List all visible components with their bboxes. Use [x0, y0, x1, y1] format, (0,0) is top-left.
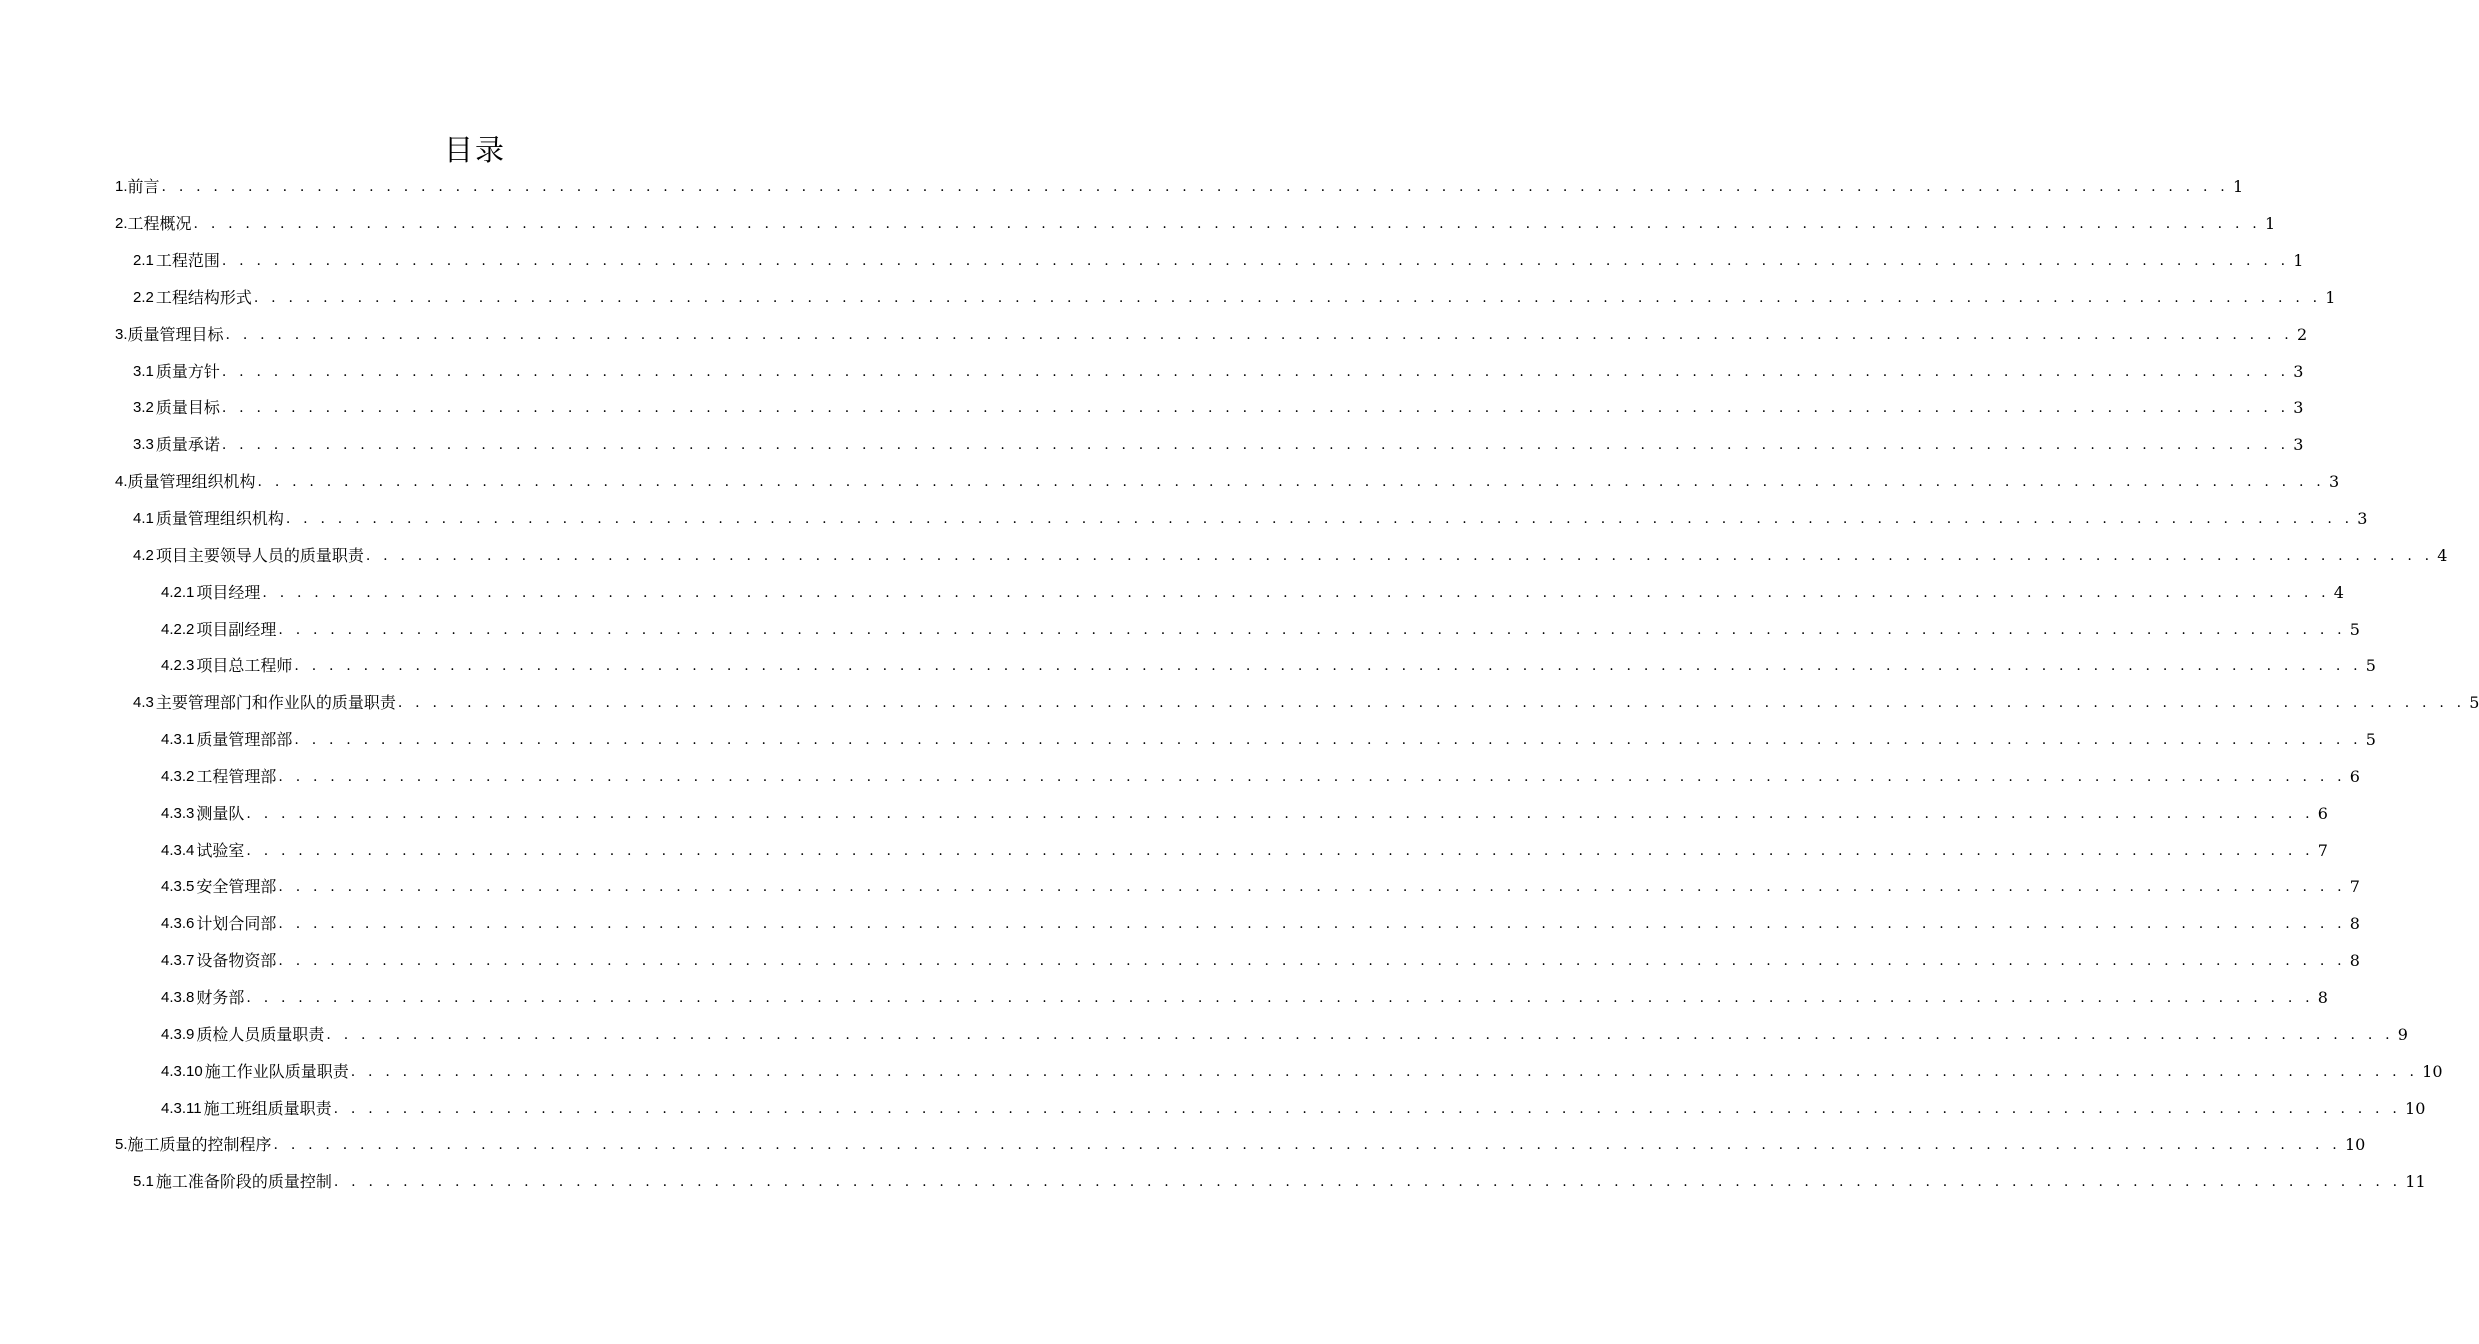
toc-dot-leader: . . . . . . . . . . . . . . . . . . . . . . . . . . . . . . . . . . . . . . . . . . . . . . . . . . . . . . . . . . . . . . . . . . . . . . . . . . . . . . . . . . . . . . . . . . . . . . . . . . . . . . . . . . . . . . . . . . . . . . . .	[365, 547, 2434, 564]
toc-entry-number: 4.3.4	[161, 841, 195, 859]
toc-entry-title: 项目经理	[196, 582, 261, 602]
toc-dot-leader: . . . . . . . . . . . . . . . . . . . . . . . . . . . . . . . . . . . . . . . . . . . . . . . . . . . . . . . . . . . . . . . . . . . . . . . . . . . . . . . . . . . . . . . . . . . . . . . . . . . . . . . . . . . . . . . . . . . . . . . .	[397, 695, 2466, 712]
toc-entry-number: 4.3.10	[161, 1062, 203, 1080]
toc-entry-page-number: 10	[2405, 1098, 2426, 1118]
toc-entry-title: 质量管理组织机构	[127, 472, 256, 492]
toc-entry-page-number: 3	[2293, 361, 2304, 381]
toc-entry-number: 4.3.7	[161, 952, 195, 970]
toc-dot-leader: . . . . . . . . . . . . . . . . . . . . . . . . . . . . . . . . . . . . . . . . . . . . . . . . . . . . . . . . . . . . . . . . . . . . . . . . . . . . . . . . . . . . . . . . . . . . . . . . . . . . . . . . . . . . . . . . . . . . . . . .	[246, 805, 2314, 822]
toc-entry[interactable]	[0, 1053, 2443, 1090]
toc-entry-title: 前言	[127, 177, 160, 197]
toc-entry-title: 质量管理组织机构	[155, 509, 284, 529]
toc-dot-leader: . . . . . . . . . . . . . . . . . . . . . . . . . . . . . . . . . . . . . . . . . . . . . . . . . . . . . . . . . . . . . . . . . . . . . . . . . . . . . . . . . . . . . . . . . . . . . . . . . . . . . . . . . . . . . . . . . . . . . . . .	[246, 989, 2314, 1006]
toc-entry-title: 质量目标	[155, 398, 220, 418]
toc-dot-leader: . . . . . . . . . . . . . . . . . . . . . . . . . . . . . . . . . . . . . . . . . . . . . . . . . . . . . . . . . . . . . . . . . . . . . . . . . . . . . . . . . . . . . . . . . . . . . . . . . . . . . . . . . . . . . . . . . . . . . . . .	[333, 1100, 2402, 1117]
toc-entry-page-number: 9	[2397, 1024, 2408, 1044]
toc-entry-title: 工程概况	[127, 214, 192, 234]
toc-entry[interactable]	[0, 501, 2368, 538]
toc-entry-page-number: 4	[2437, 545, 2448, 565]
toc-entry-title: 工程管理部	[196, 766, 277, 786]
toc-entry[interactable]	[0, 1164, 2426, 1201]
toc-entry-page-number: 8	[2349, 914, 2360, 934]
toc-entry[interactable]	[0, 574, 2344, 611]
toc-entry[interactable]	[0, 169, 2244, 206]
toc-entry-page-number: 1	[2325, 287, 2336, 307]
toc-entry[interactable]	[0, 759, 2360, 796]
toc-entry-title: 财务部	[196, 987, 245, 1007]
toc-entry-number: 2.1	[133, 252, 154, 270]
toc-entry-title: 施工作业队质量职责	[204, 1061, 349, 1081]
toc-entry[interactable]	[0, 427, 2304, 464]
toc-entry-page-number: 8	[2349, 951, 2360, 971]
toc-entry-number: 4.3.3	[161, 804, 195, 822]
toc-entry[interactable]	[0, 685, 2479, 722]
toc-entry-number: 4.3.8	[161, 988, 195, 1006]
toc-entry-number: 5.1	[133, 1173, 154, 1191]
toc-entry-title: 项目副经理	[196, 619, 277, 639]
toc-entry-title: 设备物资部	[196, 951, 277, 971]
toc-entry-title: 主要管理部门和作业队的质量职责	[155, 693, 396, 713]
toc-dot-leader: . . . . . . . . . . . . . . . . . . . . . . . . . . . . . . . . . . . . . . . . . . . . . . . . . . . . . . . . . . . . . . . . . . . . . . . . . . . . . . . . . . . . . . . . . . . . . . . . . . . . . . . . . . . . . . . . . . . . . . . .	[273, 1137, 2341, 1154]
toc-dot-leader: . . . . . . . . . . . . . . . . . . . . . . . . . . . . . . . . . . . . . . . . . . . . . . . . . . . . . . . . . . . . . . . . . . . . . . . . . . . . . . . . . . . . . . . . . . . . . . . . . . . . . . . . . . . . . . . . . . . . . . . .	[193, 216, 2261, 233]
toc-entry-page-number: 5	[2469, 693, 2479, 713]
toc-dot-leader: . . . . . . . . . . . . . . . . . . . . . . . . . . . . . . . . . . . . . . . . . . . . . . . . . . . . . . . . . . . . . . . . . . . . . . . . . . . . . . . . . . . . . . . . . . . . . . . . . . . . . . . . . . . . . . . . . . . . . . . .	[225, 326, 2293, 343]
toc-entry-title: 施工准备阶段的质量控制	[155, 1172, 332, 1192]
toc-entry[interactable]	[0, 280, 2336, 317]
toc-entry-number: 3.	[115, 325, 128, 343]
toc-entry-number: 4.2.3	[161, 657, 195, 675]
toc-entry-number: 2.2	[133, 288, 154, 306]
toc-entry[interactable]	[0, 906, 2360, 943]
toc-entry-number: 4.2	[133, 546, 154, 564]
toc-dot-leader: . . . . . . . . . . . . . . . . . . . . . . . . . . . . . . . . . . . . . . . . . . . . . . . . . . . . . . . . . . . . . . . . . . . . . . . . . . . . . . . . . . . . . . . . . . . . . . . . . . . . . . . . . . . . . . . . . . . . . . . .	[278, 768, 2346, 785]
toc-entry[interactable]	[0, 1016, 2408, 1053]
toc-entry-page-number: 2	[2296, 324, 2308, 344]
toc-title: 目录	[443, 133, 506, 167]
toc-entry-title: 试验室	[196, 840, 245, 860]
toc-entry-number: 3.1	[133, 362, 154, 380]
toc-list	[0, 169, 2479, 1201]
toc-entry-number: 2.	[115, 215, 128, 233]
toc-entry-title: 质量管理部部	[196, 730, 293, 750]
toc-entry-page-number: 3	[2293, 435, 2304, 455]
toc-entry-title: 计划合同部	[196, 914, 277, 934]
toc-entry-page-number: 10	[2422, 1061, 2443, 1081]
toc-dot-leader: . . . . . . . . . . . . . . . . . . . . . . . . . . . . . . . . . . . . . . . . . . . . . . . . . . . . . . . . . . . . . . . . . . . . . . . . . . . . . . . . . . . . . . . . . . . . . . . . . . . . . . . . . . . . . . . . . . . . . . . .	[257, 474, 2325, 491]
toc-entry[interactable]	[0, 980, 2328, 1017]
toc-entry-page-number: 1	[2293, 251, 2304, 271]
toc-entry[interactable]	[0, 464, 2340, 501]
toc-entry[interactable]	[0, 353, 2304, 390]
toc-dot-leader: . . . . . . . . . . . . . . . . . . . . . . . . . . . . . . . . . . . . . . . . . . . . . . . . . . . . . . . . . . . . . . . . . . . . . . . . . . . . . . . . . . . . . . . . . . . . . . . . . . . . . . . . . . . . . . . . . . . . . . . .	[278, 953, 2346, 970]
toc-entry-page-number: 8	[2317, 987, 2328, 1007]
toc-entry-number: 3.2	[133, 399, 154, 417]
toc-entry[interactable]	[0, 722, 2376, 759]
toc-entry[interactable]	[0, 243, 2304, 280]
toc-entry-title: 施工质量的控制程序	[127, 1135, 272, 1155]
toc-dot-leader: . . . . . . . . . . . . . . . . . . . . . . . . . . . . . . . . . . . . . . . . . . . . . . . . . . . . . . . . . . . . . . . . . . . . . . . . . . . . . . . . . . . . . . . . . . . . . . . . . . . . . . . . . . . . . . . . . . . . . . . .	[246, 842, 2314, 859]
toc-entry-title: 安全管理部	[196, 877, 277, 897]
toc-entry-title: 质量管理目标	[127, 324, 224, 344]
toc-dot-leader: . . . . . . . . . . . . . . . . . . . . . . . . . . . . . . . . . . . . . . . . . . . . . . . . . . . . . . . . . . . . . . . . . . . . . . . . . . . . . . . . . . . . . . . . . . . . . . . . . . . . . . . . . . . . . . . . . . . . . . . .	[161, 179, 2229, 196]
toc-entry[interactable]	[0, 943, 2360, 980]
toc-entry[interactable]	[0, 537, 2448, 574]
toc-dot-leader: . . . . . . . . . . . . . . . . . . . . . . . . . . . . . . . . . . . . . . . . . . . . . . . . . . . . . . . . . . . . . . . . . . . . . . . . . . . . . . . . . . . . . . . . . . . . . . . . . . . . . . . . . . . . . . . . . . . . . . . .	[221, 400, 2290, 417]
toc-entry-page-number: 7	[2349, 877, 2360, 897]
toc-entry-number: 4.3	[133, 694, 154, 712]
toc-entry-number: 4.3.11	[161, 1099, 202, 1117]
toc-entry[interactable]	[0, 1090, 2426, 1127]
toc-dot-leader: . . . . . . . . . . . . . . . . . . . . . . . . . . . . . . . . . . . . . . . . . . . . . . . . . . . . . . . . . . . . . . . . . . . . . . . . . . . . . . . . . . . . . . . . . . . . . . . . . . . . . . . . . . . . . . . . . . . . . . . .	[253, 289, 2322, 306]
toc-entry[interactable]	[0, 206, 2276, 243]
toc-entry-page-number: 11	[2405, 1172, 2426, 1192]
toc-entry-title: 质量承诺	[155, 435, 220, 455]
toc-dot-leader: . . . . . . . . . . . . . . . . . . . . . . . . . . . . . . . . . . . . . . . . . . . . . . . . . . . . . . . . . . . . . . . . . . . . . . . . . . . . . . . . . . . . . . . . . . . . . . . . . . . . . . . . . . . . . . . . . . . . . . . .	[278, 916, 2346, 933]
toc-entry-title: 质量方针	[155, 361, 220, 381]
toc-entry-number: 4.2.1	[161, 583, 195, 601]
toc-entry-page-number: 3	[2328, 472, 2340, 492]
toc-dot-leader: . . . . . . . . . . . . . . . . . . . . . . . . . . . . . . . . . . . . . . . . . . . . . . . . . . . . . . . . . . . . . . . . . . . . . . . . . . . . . . . . . . . . . . . . . . . . . . . . . . . . . . . . . . . . . . . . . . . . . . . .	[294, 658, 2362, 675]
toc-entry-page-number: 3	[2357, 509, 2368, 529]
toc-entry-number: 4.3.6	[161, 915, 195, 933]
toc-entry-title: 工程范围	[155, 251, 220, 271]
toc-dot-leader: . . . . . . . . . . . . . . . . . . . . . . . . . . . . . . . . . . . . . . . . . . . . . . . . . . . . . . . . . . . . . . . . . . . . . . . . . . . . . . . . . . . . . . . . . . . . . . . . . . . . . . . . . . . . . . . . . . . . . . . .	[262, 584, 2330, 601]
toc-dot-leader: . . . . . . . . . . . . . . . . . . . . . . . . . . . . . . . . . . . . . . . . . . . . . . . . . . . . . . . . . . . . . . . . . . . . . . . . . . . . . . . . . . . . . . . . . . . . . . . . . . . . . . . . . . . . . . . . . . . . . . . .	[221, 253, 2290, 270]
toc-dot-leader: . . . . . . . . . . . . . . . . . . . . . . . . . . . . . . . . . . . . . . . . . . . . . . . . . . . . . . . . . . . . . . . . . . . . . . . . . . . . . . . . . . . . . . . . . . . . . . . . . . . . . . . . . . . . . . . . . . . . . . . .	[294, 732, 2362, 749]
toc-entry-page-number: 1	[2264, 214, 2276, 234]
toc-entry-page-number: 5	[2349, 619, 2360, 639]
toc-entry-page-number: 5	[2365, 656, 2376, 676]
toc-entry-title: 测量队	[196, 803, 245, 823]
toc-entry-number: 4.3.5	[161, 878, 195, 896]
toc-entry-page-number: 5	[2365, 730, 2376, 750]
toc-entry-number: 4.3.2	[161, 767, 195, 785]
toc-entry-page-number: 6	[2349, 766, 2360, 786]
toc-dot-leader: . . . . . . . . . . . . . . . . . . . . . . . . . . . . . . . . . . . . . . . . . . . . . . . . . . . . . . . . . . . . . . . . . . . . . . . . . . . . . . . . . . . . . . . . . . . . . . . . . . . . . . . . . . . . . . . . . . . . . . . .	[278, 879, 2346, 896]
toc-entry-page-number: 4	[2333, 582, 2344, 602]
toc-entry-number: 4.1	[133, 510, 154, 528]
toc-entry[interactable]	[0, 869, 2360, 906]
toc-entry-page-number: 10	[2344, 1135, 2366, 1155]
toc-entry[interactable]	[0, 648, 2376, 685]
toc-entry-number: 3.3	[133, 436, 154, 454]
toc-entry[interactable]	[0, 795, 2328, 832]
toc-dot-leader: . . . . . . . . . . . . . . . . . . . . . . . . . . . . . . . . . . . . . . . . . . . . . . . . . . . . . . . . . . . . . . . . . . . . . . . . . . . . . . . . . . . . . . . . . . . . . . . . . . . . . . . . . . . . . . . . . . . . . . . .	[221, 437, 2290, 454]
toc-entry-page-number: 3	[2293, 398, 2304, 418]
toc-entry-page-number: 1	[2232, 177, 2244, 197]
toc-entry-page-number: 6	[2317, 803, 2328, 823]
toc-entry-number: 4.3.9	[161, 1025, 195, 1043]
toc-dot-leader: . . . . . . . . . . . . . . . . . . . . . . . . . . . . . . . . . . . . . . . . . . . . . . . . . . . . . . . . . . . . . . . . . . . . . . . . . . . . . . . . . . . . . . . . . . . . . . . . . . . . . . . . . . . . . . . . . . . . . . . .	[285, 511, 2354, 528]
toc-entry[interactable]	[0, 1127, 2366, 1164]
toc-dot-leader: . . . . . . . . . . . . . . . . . . . . . . . . . . . . . . . . . . . . . . . . . . . . . . . . . . . . . . . . . . . . . . . . . . . . . . . . . . . . . . . . . . . . . . . . . . . . . . . . . . . . . . . . . . . . . . . . . . . . . . . .	[221, 363, 2290, 380]
toc-entry[interactable]	[0, 611, 2360, 648]
toc-entry-title: 施工班组质量职责	[203, 1098, 332, 1118]
toc-entry[interactable]	[0, 390, 2304, 427]
toc-entry-title: 项目总工程师	[196, 656, 293, 676]
toc-entry-page-number: 7	[2317, 840, 2328, 860]
toc-entry-number: 4.3.1	[161, 731, 195, 749]
toc-dot-leader: . . . . . . . . . . . . . . . . . . . . . . . . . . . . . . . . . . . . . . . . . . . . . . . . . . . . . . . . . . . . . . . . . . . . . . . . . . . . . . . . . . . . . . . . . . . . . . . . . . . . . . . . . . . . . . . . . . . . . . . .	[278, 621, 2346, 638]
toc-entry-title: 项目主要领导人员的质量职责	[155, 545, 364, 565]
toc-entry-title: 质检人员质量职责	[196, 1024, 325, 1044]
toc-dot-leader: . . . . . . . . . . . . . . . . . . . . . . . . . . . . . . . . . . . . . . . . . . . . . . . . . . . . . . . . . . . . . . . . . . . . . . . . . . . . . . . . . . . . . . . . . . . . . . . . . . . . . . . . . . . . . . . . . . . . . . . .	[333, 1174, 2402, 1191]
toc-entry-number: 1.	[115, 178, 128, 196]
toc-entry[interactable]	[0, 832, 2328, 869]
toc-dot-leader: . . . . . . . . . . . . . . . . . . . . . . . . . . . . . . . . . . . . . . . . . . . . . . . . . . . . . . . . . . . . . . . . . . . . . . . . . . . . . . . . . . . . . . . . . . . . . . . . . . . . . . . . . . . . . . . . . . . . . . . .	[326, 1026, 2394, 1043]
toc-dot-leader: . . . . . . . . . . . . . . . . . . . . . . . . . . . . . . . . . . . . . . . . . . . . . . . . . . . . . . . . . . . . . . . . . . . . . . . . . . . . . . . . . . . . . . . . . . . . . . . . . . . . . . . . . . . . . . . . . . . . . . . .	[350, 1063, 2419, 1080]
toc-entry-number: 4.	[115, 473, 128, 491]
toc-entry-number: 4.2.2	[161, 620, 195, 638]
toc-entry-title: 工程结构形式	[155, 287, 252, 307]
toc-entry-number: 5.	[115, 1136, 128, 1154]
toc-entry[interactable]	[0, 316, 2308, 353]
